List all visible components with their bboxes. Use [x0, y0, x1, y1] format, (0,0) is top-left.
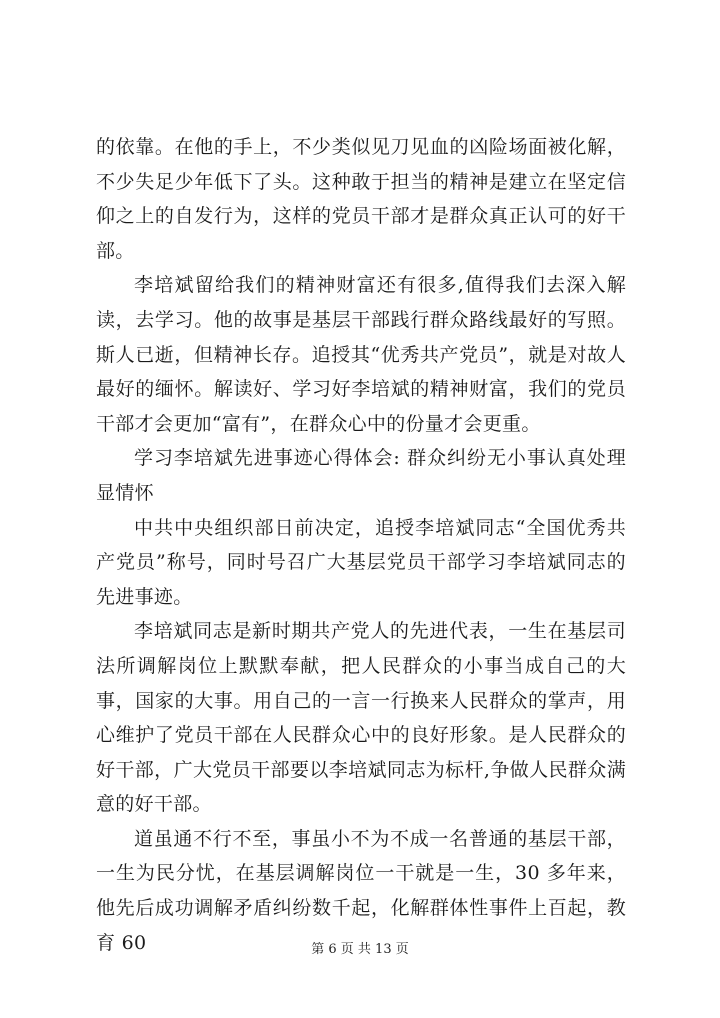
section-heading: 学习李培斌先进事迹心得体会: 群众纠纷无小事认真处理显情怀 — [96, 447, 626, 504]
paragraph-mediation: 道虽通不行不至，事虽小不为不成一名普通的基层干部，一生为民分忧，在基层调解岗位一干就是一生，30 多年来，他先后成功调解矛盾纠纷数千起，化解群体性事件上百起，教育 60 — [96, 827, 626, 954]
paragraph-continuation: 的依靠。在他的手上，不少类似见刀见血的凶险场面被化解，不少失足少年低下了头。这种敢于担当的精神是建立在坚定信仰之上的自发行为，这样的党员干部才是群众真正认可的好干部。 — [96, 136, 626, 262]
paragraph-spiritual-wealth: 李培斌留给我们的精神财富还有很多,值得我们去深入解读，去学习。他的故事是基层干部践行群众路线最好的写照。斯人已逝，但精神长存。追授其“优秀共产党员”，就是对故人最好的缅怀。解读好、学习好李培斌的精神财富，我们的党员干部才会更加“富有”，在群众心中的份量才会更重。 — [96, 274, 626, 435]
paragraph-representative: 李培斌同志是新时期共产党人的先进代表，一生在基层司法所调解岗位上默默奉献，把人民群众的小事当成自己的大事，国家的大事。用自己的一言一行换来人民群众的掌声，用心维护了党员干部在人民群众心中的良好形象。是人民群众的好干部，广大党员干部要以李培斌同志为标杆,争做人民群众满意的好干部。 — [96, 620, 626, 816]
document-body — [96, 130, 626, 960]
paragraph-decision: 中共中央组织部日前决定，追授李培斌同志“全国优秀共产党员”称号，同时号召广大基层党员干部学习李培斌同志的先进事迹。 — [96, 516, 626, 608]
page-number-footer: 第 6 页 共 13 页 — [311, 942, 409, 957]
